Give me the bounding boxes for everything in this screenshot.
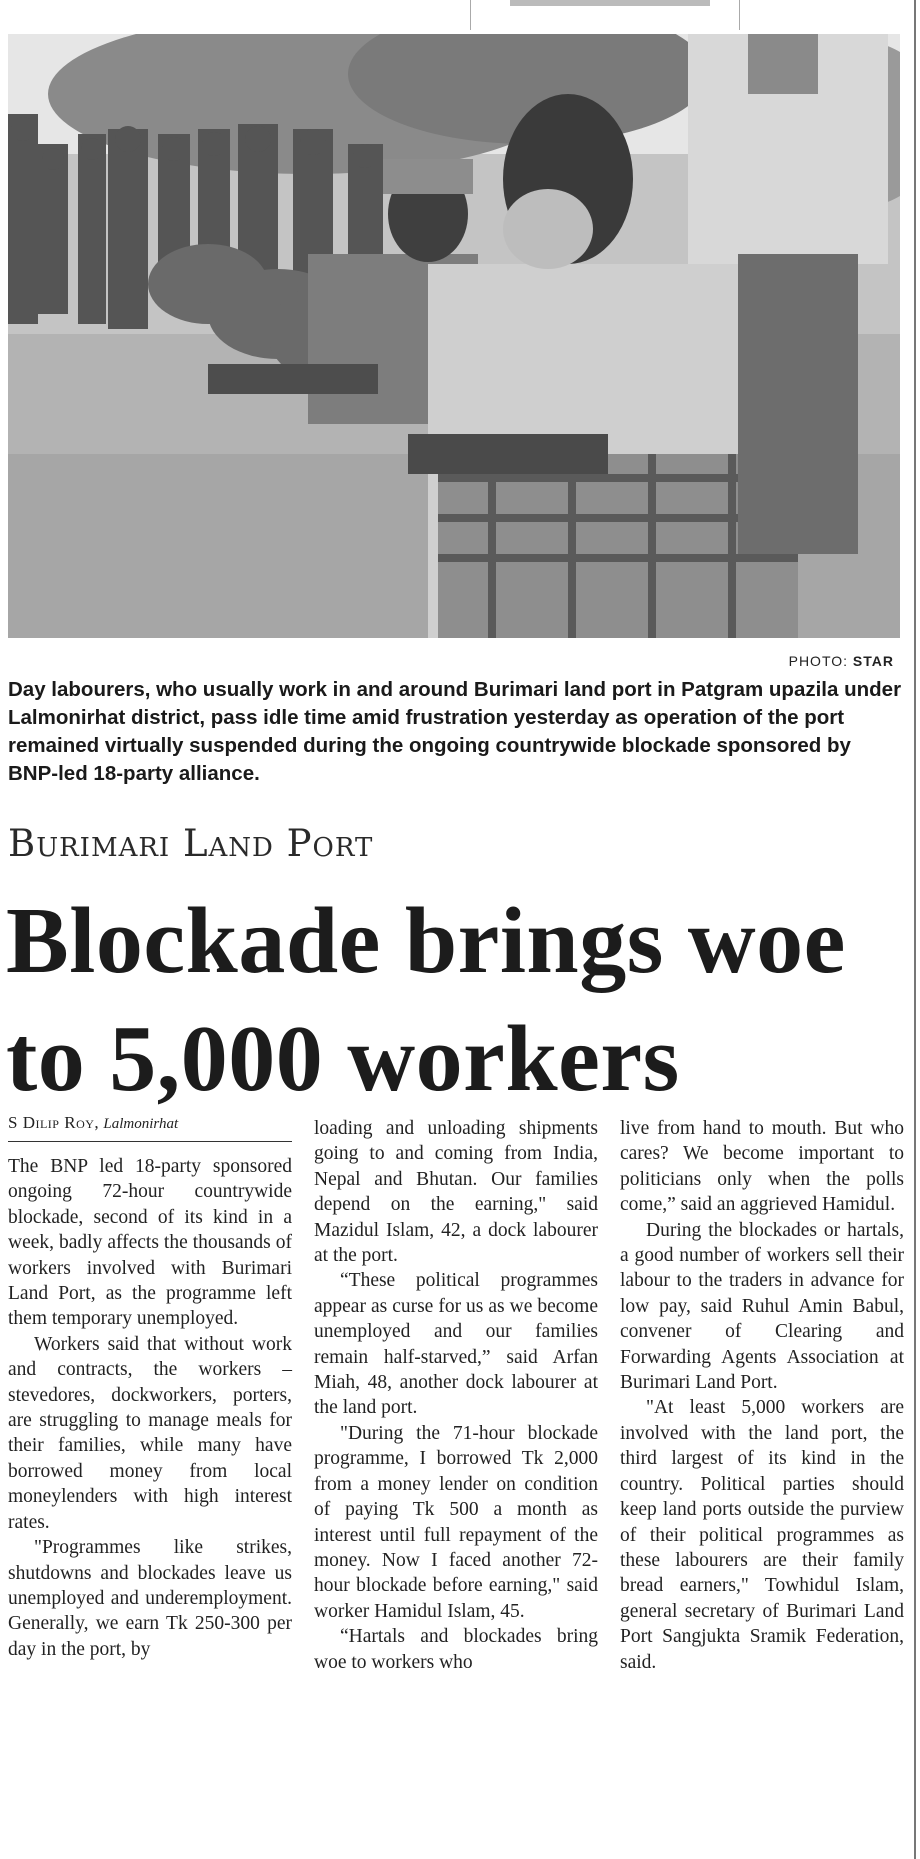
article-column-3 bbox=[620, 1116, 904, 1675]
article-headline bbox=[6, 882, 906, 1118]
byline bbox=[8, 1112, 292, 1142]
news-photo bbox=[8, 34, 900, 638]
paragraph: "During the 71-hour blockade programme, I borrowed Tk 2,000 from a money lender on condition of paying Tk 500 a month as interest until full repayment of the money. Now I faced another 72-hour blockade before earning," said worker Hamidul Islam, 45. bbox=[314, 1422, 598, 1622]
article-body bbox=[8, 1112, 904, 1852]
byline-location: Lalmonirhat bbox=[103, 1116, 179, 1132]
headline-line-1: Blockade brings woe bbox=[6, 889, 846, 993]
section-tab-mark bbox=[510, 0, 710, 6]
page-header-strip bbox=[0, 0, 916, 30]
paragraph: "At least 5,000 workers are involved with the land port, the third largest of its kind in the country. Political parties should keep land ports outside the purview of their political programmes as these labourers are their family bread earners," Towhidul Islam, general secretary of Burimari Land Port Sangjukta Sramik Federation, said. bbox=[620, 1397, 904, 1673]
paragraph: "Programmes like strikes, shutdowns and blockades leave us unemployed and underemployment. Generally, we earn Tk 250-300 per day in the port, by bbox=[8, 1537, 292, 1660]
paragraph: loading and unloading shipments going to and coming from India, Nepal and Bhutan. Our families depend on the earning," said Mazidul Islam, 42, a dock labourer at the port. bbox=[314, 1118, 598, 1267]
paragraph: live from hand to mouth. But who cares? We become important to politicians only when the polls come,” said an aggrieved Hamidul. bbox=[620, 1118, 904, 1216]
article-column-2 bbox=[314, 1116, 598, 1675]
paragraph: “These political programmes appear as curse for us as we become unemployed and our families remain half-starved,” said Arfan Miah, 48, another dock labourer at the land port. bbox=[314, 1270, 598, 1419]
paragraph: “Hartals and blockades bring woe to workers who bbox=[314, 1626, 598, 1673]
article-kicker: Burimari Land Port bbox=[8, 822, 374, 865]
photo-credit bbox=[789, 653, 894, 669]
paragraph: Workers said that without work and contracts, the workers – stevedores, dockworkers, porters, are struggling to manage meals for their families, while many have borrowed money from local moneylenders with high interest rates. bbox=[8, 1333, 292, 1533]
article-column-1 bbox=[8, 1112, 292, 1662]
byline-name: S Dilip Roy, bbox=[8, 1113, 100, 1132]
photo-caption: Day labourers, who usually work in and around Burimari land port in Patgram upazila under Lalmonirhat district, pass idle time amid frustration yesterday as operation of the port remained virtually suspended during the ongoing countrywide blockade sponsored by BNP-led 18-party alliance. bbox=[8, 678, 902, 785]
paragraph: The BNP led 18-party sponsored ongoing 72-hour countrywide blockade, second of its kind in a week, badly affects the thousands of workers involved with Burimari Land Port, as the programme left them temporary unemployed. bbox=[8, 1156, 292, 1330]
photo-credit-source: STAR bbox=[852, 653, 894, 669]
headline-line-2: to 5,000 workers bbox=[6, 1007, 680, 1111]
photo-credit-label: PHOTO: bbox=[788, 653, 849, 669]
paragraph: During the blockades or hartals, a good number of workers sell their labour to the traders in advance for low pay, said Ruhul Amin Babul, convener of Clearing and Forwarding Agents Association at Burimari Land Port. bbox=[620, 1219, 904, 1394]
